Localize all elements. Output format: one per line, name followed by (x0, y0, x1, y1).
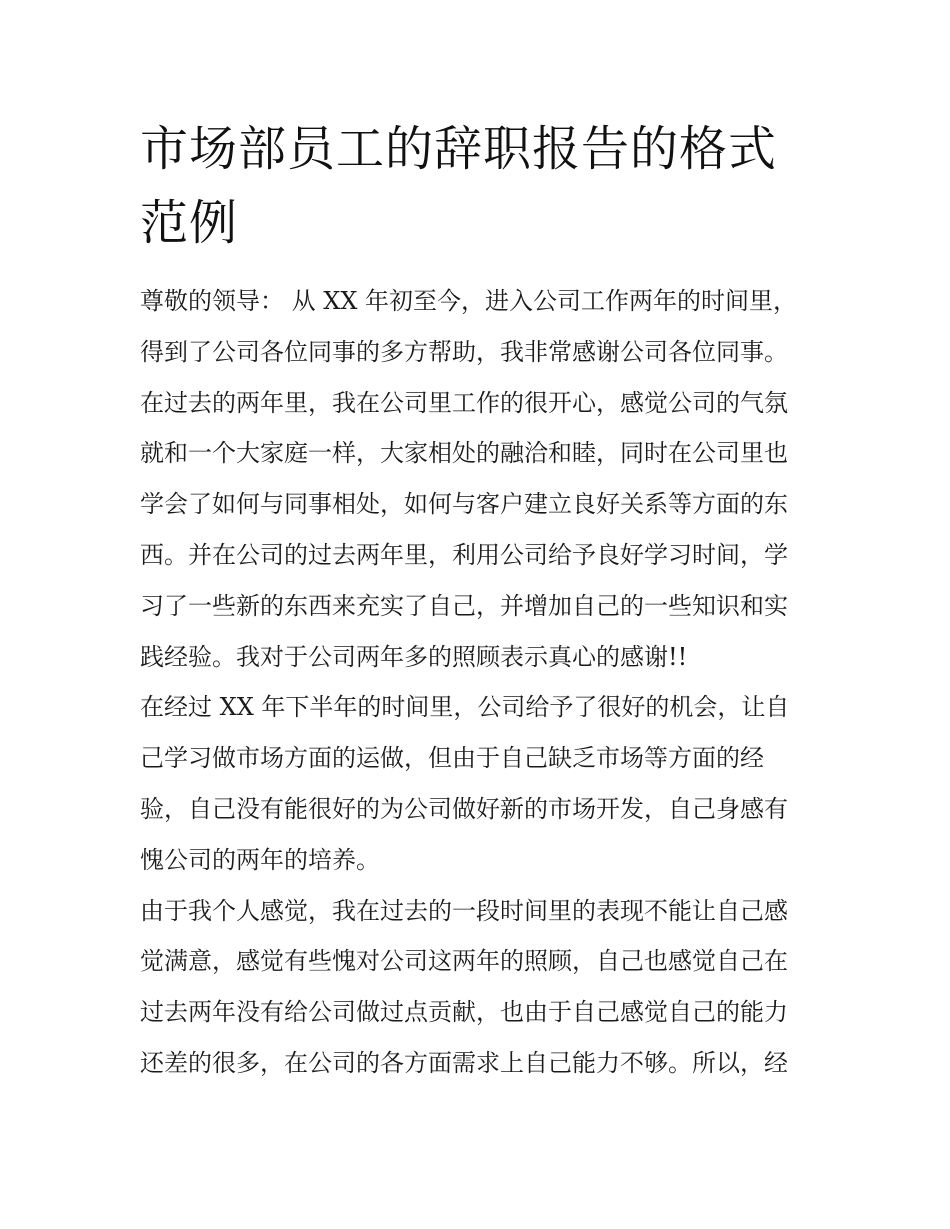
body-line: 愧公司的两年的培养。 (140, 845, 380, 874)
body-line: 在过去的两年里，我在公司里工作的很开心，感觉公司的气氛 (140, 388, 788, 417)
body-line: 就和一个大家庭一样，大家相处的融洽和睦，同时在公司里也 (140, 439, 788, 468)
body-line: 由于我个人感觉，我在过去的一段时间里的表现不能让自己感 (140, 896, 788, 925)
body-line: 尊敬的领导： 从 XX 年初至今，进入公司工作两年的时间里， (140, 287, 798, 315)
title-line-1: 市场部员工的辞职报告的格式 (140, 121, 778, 177)
document-body (140, 276, 812, 1089)
body-line: 过去两年没有给公司做过点贡献，也由于自己感觉自己的能力 (140, 998, 788, 1027)
document-title (140, 112, 820, 260)
body-line: 觉满意，感觉有些愧对公司这两年的照顾，自己也感觉自己在 (140, 947, 788, 976)
title-line-2: 范例 (140, 195, 239, 251)
body-line: 得到了公司各位同事的多方帮助，我非常感谢公司各位同事。 (140, 337, 788, 366)
body-line: 践经验。我对于公司两年多的照顾表示真心的感谢!! (140, 642, 688, 671)
body-line: 还差的很多，在公司的各方面需求上自己能力不够。所以，经 (140, 1048, 788, 1077)
body-line: 学会了如何与同事相处，如何与客户建立良好关系等方面的东 (140, 490, 788, 519)
body-line: 在经过 XX 年下半年的时间里，公司给予了很好的机会，让自 (140, 693, 790, 722)
body-line: 验，自己没有能很好的为公司做好新的市场开发，自己身感有 (140, 794, 788, 823)
body-line: 己学习做市场方面的运做，但由于自己缺乏市场等方面的经 (140, 744, 764, 773)
body-line: 西。并在公司的过去两年里，利用公司给予良好学习时间，学 (140, 540, 788, 569)
body-line: 习了一些新的东西来充实了自己，并增加自己的一些知识和实 (140, 591, 788, 620)
